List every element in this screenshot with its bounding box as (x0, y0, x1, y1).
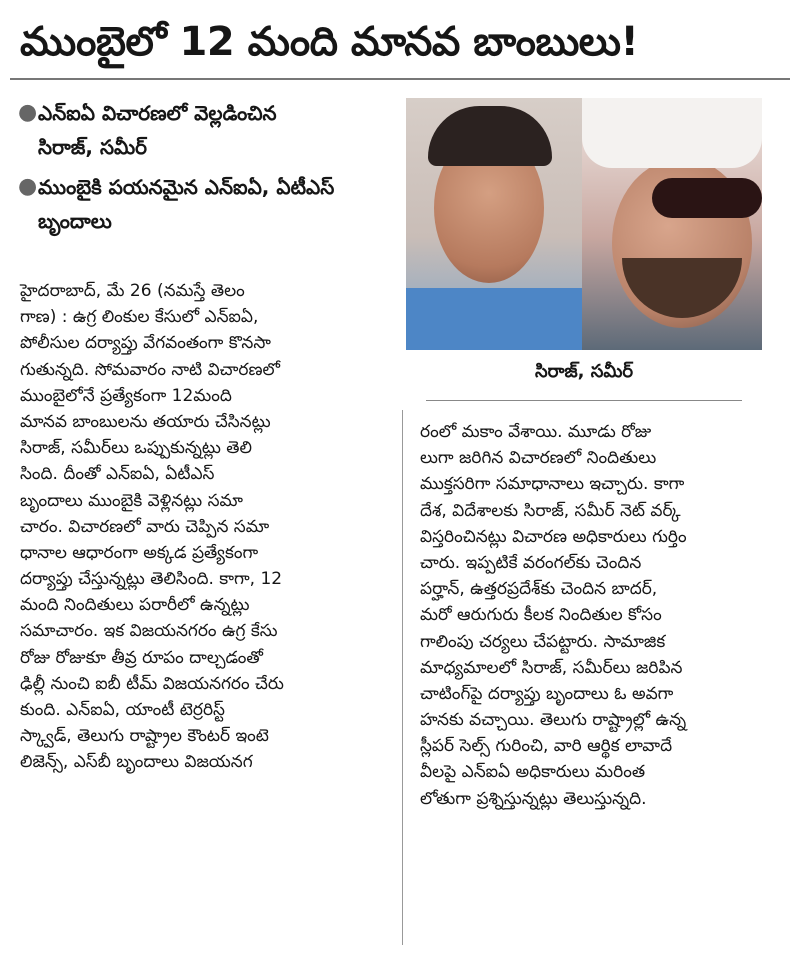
article-line: రోజు రోజుకూ తీవ్ర రూపం దాల్చడంతో (20, 647, 264, 668)
article-line: లిజెన్స్, ఎస్‌బీ బృందాలు విజయనగ (20, 752, 253, 773)
article-line: విస్తరించినట్లు విచారణ అధికారులు గుర్తిం (420, 526, 687, 547)
article-line: చారు. ఇప్పటికే వరంగల్‌కు చెందిన (420, 552, 642, 573)
caption-rule (426, 400, 742, 401)
article-line: కుంది. ఎన్ఐఏ, యాంటీ టెర్రరిస్ట్ (20, 700, 225, 720)
article-line: చాటింగ్‌పై దర్యాప్తు బృందాలు ఓ అవగా (420, 683, 674, 704)
article-line: హైదరాబాద్, మే 26 (నమస్తే తెలం (20, 281, 245, 301)
article-line: దేశ, విదేశాలకు సిరాజ్, సమీర్ నెట్ వర్క్ (420, 500, 681, 521)
article-line: లోతుగా ప్రశ్నిస్తున్నట్లు తెలుస్తున్నది. (420, 788, 647, 809)
article-line: ముంబైలోనే ప్రత్యేకంగా 12మంది (20, 385, 232, 406)
bullet-item (18, 170, 398, 238)
headline-rule (10, 78, 790, 80)
article-line: ముక్తసరిగా సమాధానాలు ఇచ్చారు. కాగా (420, 474, 685, 495)
article-line: స్క్వాడ్, తెలుగు రాష్ట్రాల కౌంటర్ ఇంటె (20, 726, 269, 747)
bullet-dot-icon: ● (18, 100, 38, 125)
article-line: దర్యాప్తు చేస్తున్నట్లు తెలిసింది. కాగా, 12 (20, 569, 283, 590)
article-line: ధానాల ఆధారంగా అక్కడ ప్రత్యేకంగా (20, 542, 259, 563)
article-line: గాణ) : ఉగ్ర లింకుల కేసులో ఎన్ఐఏ, (20, 307, 259, 328)
bullet-text: ఎన్ఐఏ విచారణలో వెల్లడించిన సిరాజ్, సమీర్ (38, 101, 277, 159)
bullet-dot-icon: ● (18, 174, 38, 199)
article-line: పోలీసుల దర్యాప్తు వేగవంతంగా కొనసా (20, 333, 271, 354)
article-line: ఢిల్లీ నుంచి ఐబీ టీమ్ విజయనగరం చేరు (20, 673, 284, 694)
article-line: పర్హాన్, ఉత్తరప్రదేశ్‌కు చెందిన బాదర్, (420, 579, 658, 600)
photo-caption: సిరాజ్, సమీర్ (534, 361, 634, 382)
article-line: మానవ బాంబులను తయారు చేసినట్లు (20, 411, 271, 432)
article-line: చారం. విచారణలో వారు చెప్పిన సమా (20, 516, 270, 537)
article-line: మరో ఆరుగురు కీలక నిందితుల కోసం (420, 605, 662, 626)
article-line: సమాచారం. ఇక విజయనగరం ఉగ్ర కేసు (20, 621, 278, 642)
article-line: గుతున్నది. సోమవారం నాటి విచారణలో (20, 359, 281, 380)
article-line: హనకు వచ్చాయి. తెలుగు రాష్ట్రాల్లో ఉన్న (420, 710, 687, 731)
photo-person-left (406, 98, 582, 350)
bullet-item (18, 96, 398, 164)
article-line: మంది నిందితులు పరారీలో ఉన్నట్లు (20, 595, 250, 616)
article-line: స్లీపర్ సెల్స్ గురించి, వారి ఆర్థిక లావాదే (420, 736, 673, 757)
article-line: బృందాలు ముంబైకి వెళ్లినట్లు సమా (20, 490, 243, 511)
photo-person-right (582, 98, 762, 350)
article-line: వీలపై ఎన్ఐఏ అధికారులు మరింత (420, 762, 646, 783)
article-line: రంలో మకాం వేశాయి. మూడు రోజు (420, 422, 652, 442)
article-line: గాలింపు చర్యలు చేపట్టారు. సామాజిక (420, 631, 666, 652)
bullet-list (18, 96, 398, 244)
article-column-1 (20, 278, 380, 776)
article-line: సిరాజ్, సమీర్‌లు ఒప్పుకున్నట్లు తెలి (20, 438, 252, 459)
suspects-photo (406, 98, 762, 350)
article-line: సింది. దీంతో ఎన్ఐఏ, ఏటీఎస్ (20, 464, 215, 485)
article-line: మాధ్యమాలలో సిరాజ్, సమీర్‌లు జరిపిన (420, 657, 683, 678)
bullet-text: ముంబైకి పయనమైన ఎన్ఐఏ, ఏటీఎస్ బృందాలు (38, 175, 335, 233)
article-column-2 (420, 419, 770, 812)
article-line: లుగా జరిగిన విచారణలో నిందితులు (420, 448, 657, 469)
column-divider (402, 410, 403, 945)
headline: ముంబైలో 12 మంది మానవ బాంబులు! (20, 19, 639, 65)
